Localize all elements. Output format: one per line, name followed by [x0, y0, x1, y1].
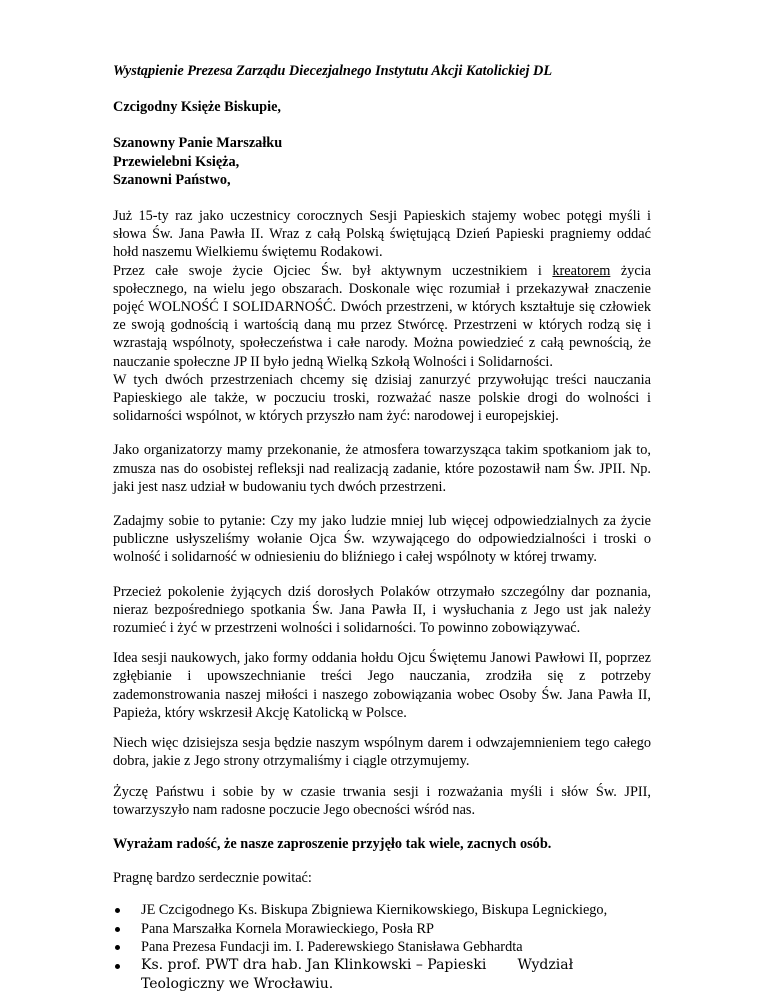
bullet-icon	[115, 908, 120, 913]
list-item	[113, 901, 651, 919]
salutation-bishop: Czcigodny Księże Biskupie,	[113, 99, 281, 116]
paragraph-intro	[113, 207, 651, 425]
salutation-audience: Szanowni Państwo,	[113, 171, 231, 188]
guest-list	[113, 901, 651, 994]
paragraph-question: Zadajmy sobie to pytanie: Czy my jako ludzie mniej lub więcej odpowiedzialnych za życie publiczne usłyszeliśmy wołanie Ojca Św. wzywającego do odpowiedzialności i troski o wolność i solidarność w odniesieniu do bliźniego i całej wspólnoty w której trwamy.	[113, 513, 651, 566]
document-title: Wystąpienie Prezesa Zarządu Diecezjalnego Instytutu Akcji Katolickiej DL	[113, 63, 553, 79]
guest-name: Ks. prof. PWT dra hab. Jan Klinkowski – Papieski Wydział Teologiczny we Wrocławiu.	[141, 956, 578, 992]
paragraph-intro-b-start: Przez całe swoje życie Ojciec Św. był aktywnym uczestnikiem i	[113, 262, 553, 279]
paragraph-sessions-idea: Idea sesji naukowych, jako formy oddania hołdu Ojcu Świętemu Janowi Pawłowi II, poprzez zgłębianie i upowszechnianie treści Jego nauczania, zrodziła się z potrzeby zademonstrowania naszej miłości i naszego zobowiązania wobec Osoby Św. Jana Pawła II, Papieża, który wskrzesił Akcję Katolicką w Polsce.	[113, 650, 651, 721]
paragraph-joy: Wyrażam radość, że nasze zaproszenie przyjęło tak wiele, zacnych osób.	[113, 835, 552, 852]
bullet-icon	[115, 927, 120, 932]
paragraph-intro-c: W tych dwóch przestrzeniach chcemy się dzisiaj zanurzyć przywołując treści nauczania Papieskiego ale także, w poczuciu troski, rozważać nasze polskie drogi do wolności i solidarności wspólnot, w których przyszło nam żyć: narodowej i europejskiej.	[113, 371, 651, 425]
guest-name: Pana Prezesa Fundacji im. I. Paderewskiego Stanisława Gebhardta	[141, 938, 523, 955]
salutation-marshal: Szanowny Panie Marszałku	[113, 135, 283, 152]
list-item	[113, 920, 651, 938]
bullet-icon	[115, 964, 120, 969]
paragraph-organizers: Jako organizatorzy mamy przekonanie, że atmosfera towarzysząca takim spotkaniom jak to, zmusza nas do osobistej refleksji nad realizacją zadanie, które pozostawił nam Św. JPII. Np. jaki jest nasz udział w budowaniu tych dwóch przestrzeni.	[113, 442, 651, 495]
paragraph-gift: Niech więc dzisiejsza sesja będzie naszym wspólnym darem i odwzajemnieniem tego całego dobra, jakie z Jego strony otrzymaliśmy i ciągle otrzymujemy.	[113, 735, 651, 770]
guest-name: JE Czcigodnego Ks. Biskupa Zbigniewa Kiernikowskiego, Biskupa Legnickiego,	[141, 902, 608, 919]
greeting-intro: Pragnę bardzo serdecznie powitać:	[113, 870, 312, 887]
paragraph-wishes: Życzę Państwu i sobie by w czasie trwania sesji i rozważania myśli i słów Św. JPII, towarzyszyło nam radosne poczucie Jego obecności wśród nas.	[113, 783, 651, 818]
list-item	[113, 938, 651, 956]
document-body	[113, 62, 651, 994]
bullet-icon	[115, 945, 120, 950]
underlined-word: kreatorem	[552, 262, 611, 279]
paragraph-intro-b	[113, 262, 651, 371]
paragraph-intro-a: Już 15-ty raz jako uczestnicy corocznych Sesji Papieskich stajemy wobec potęgi myśli i słowa Św. Jana Pawła II. Wraz z całą Polską świętującą Dzień Papieski pragniemy oddać hołd naszemu Wielkiemu świętemu Rodakowi.	[113, 208, 651, 261]
salutation-priests: Przewielebni Księża,	[113, 153, 240, 170]
guest-name: Pana Marszałka Kornela Morawieckiego, Posła RP	[141, 920, 435, 937]
list-item	[113, 956, 651, 994]
paragraph-intro-b-end: życia społecznego, na wielu jego obszarach. Doskonale więc rozumiał i przekazywał znaczenie pojęć WOLNOŚĆ I SOLIDARNOŚĆ. Dwóch przestrzeni, w których kształtuje się człowiek ze swoją godnością i wartością daną mu przez Stwórcę. Przestrzeni w których rodzą się i wzrastają wspólnoty, społeczeństwa i całe narody. Można powiedzieć z całą pewnością, że nauczanie społeczne JP II było jedną Wielką Szkołą Wolności i Solidarności.	[113, 262, 651, 370]
salutations-block	[113, 134, 651, 189]
paragraph-generation: Przecież pokolenie żyjących dziś dorosłych Polaków otrzymało szczególny dar poznania, nieraz bezpośredniego spotkania Św. Jana Pawła II, i wysłuchania z Jego ust jak należy rozumieć i żyć w przestrzeni wolności i solidarności. To powinno zobowiązywać.	[113, 583, 651, 637]
